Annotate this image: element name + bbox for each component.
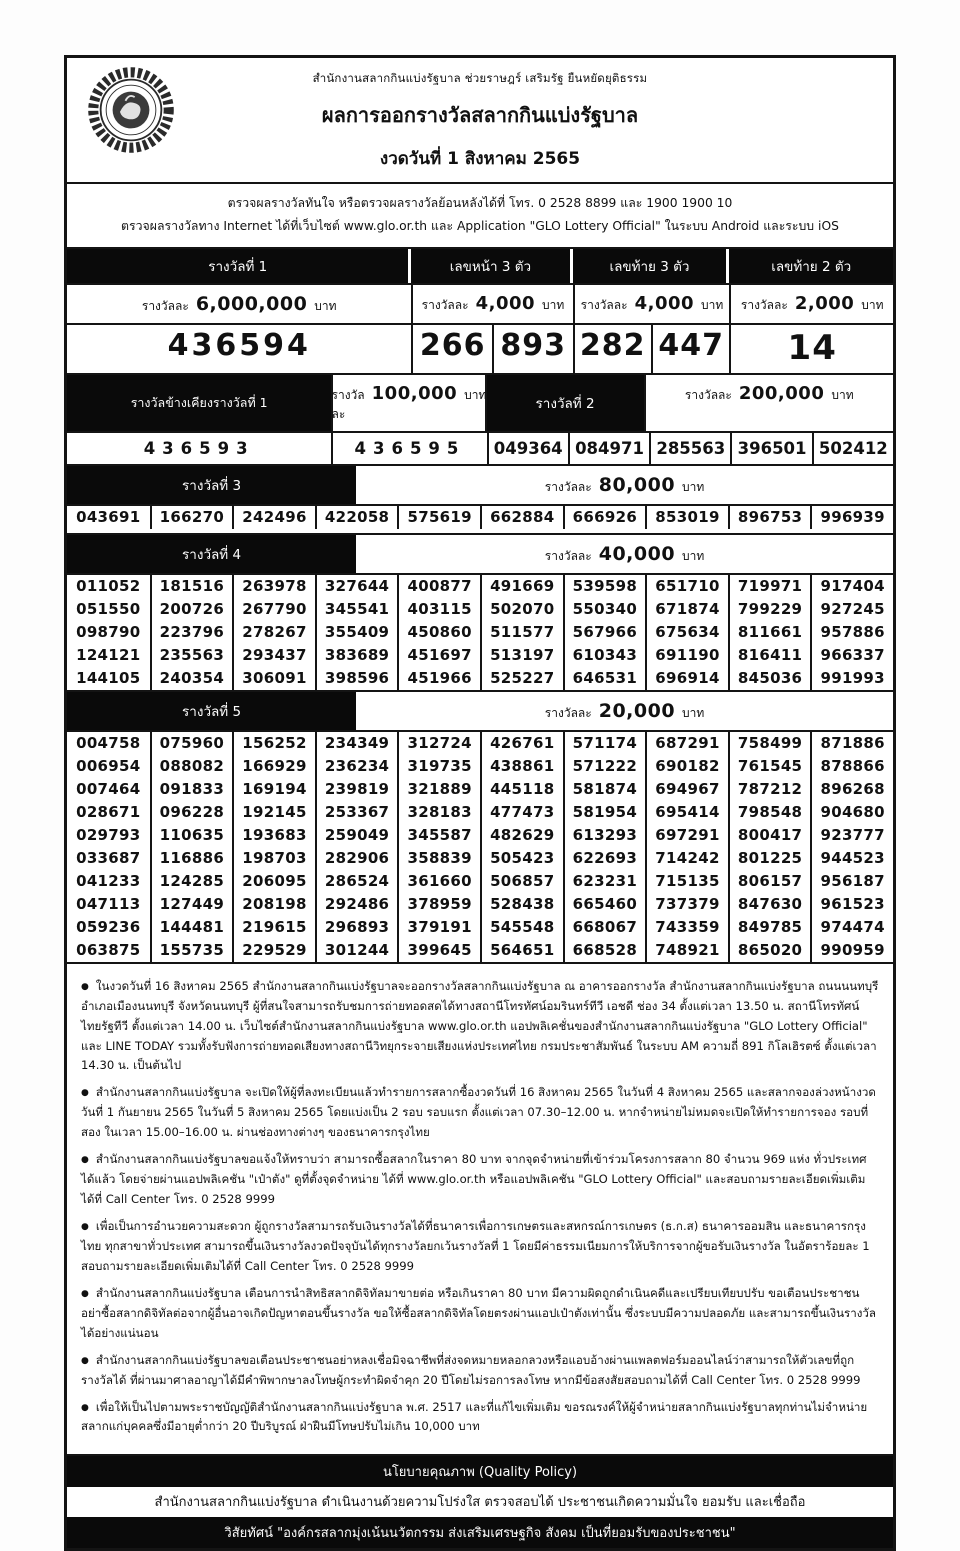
prize5-number: 695414: [645, 801, 728, 824]
front3-number: 893: [492, 325, 573, 373]
prize5-number: 319735: [397, 755, 480, 778]
prize4-number: 400877: [397, 575, 480, 598]
amount-unit: บาท: [682, 705, 705, 720]
check-internet-line: ตรวจผลรางวัลทาง Internet ได้ที่เว็บไซต์ www.glo.or.th และ Application "GLO Lottery Official" ในระบบ Android และระบบ iOS: [121, 219, 839, 234]
prize3-number: 666926: [563, 506, 646, 529]
amount-unit: บาท: [314, 298, 337, 313]
prize5-number: 156252: [232, 732, 315, 755]
prize5-number: 286524: [315, 870, 398, 893]
prize5-number: 737379: [645, 893, 728, 916]
prize5-number: 282906: [315, 847, 398, 870]
prize5-number: 063875: [76, 940, 141, 959]
amount-value: 200,000: [738, 382, 825, 404]
prize5-number: 758499: [728, 732, 811, 755]
prize5-number: 445118: [480, 778, 563, 801]
vision-bar: วิสัยทัศน์ "องค์กรสลากมุ่งเน้นนวัตกรรม ส่งเสริมเศรษฐกิจ สังคม เป็นที่ยอมรับของประชาชน": [67, 1517, 893, 1548]
prize4-number: 181516: [150, 575, 233, 598]
prize5-number: 849785: [728, 916, 811, 939]
prize3-numbers-grid: [67, 504, 893, 533]
prize5-number: 613293: [563, 824, 646, 847]
note-item: ● สำนักงานสลากกินแบ่งรัฐบาลขอเตือนประชาชนอย่าหลงเชื่อมิจฉาชีพที่ส่งจดหมายหลอกลวงหรือแอบอ้างผ่านแพลตฟอร์มออนไลน์ว่าสามารถให้ตัวเลขที่ถูกรางวัลได้ ที่ผ่านมาศาลอาญาได้มีคำพิพากษาลงโทษผู้กระทำผิดจำคุก 20 ปีโดยไม่รอการลงโทษ หากมีข้อสงสัยสอบถามได้ที่ Call Center โทร. 0 2528 9999: [81, 1351, 879, 1391]
prize4-number: 450860: [397, 621, 480, 644]
last2-label: เลขท้าย 2 ตัว: [729, 249, 893, 283]
prize5-number: 361660: [397, 870, 480, 893]
amount-value: 2,000: [794, 292, 855, 314]
prize4-number: 646531: [563, 667, 646, 690]
amount-prefix: รางวัลละ: [580, 297, 628, 312]
prize3-number: 662884: [480, 506, 563, 529]
prize4-number: 651710: [645, 575, 728, 598]
prize5-number: 007464: [76, 779, 141, 798]
prize4-number: 966337: [810, 644, 893, 667]
prize3-label: รางวัลที่ 3: [67, 466, 356, 504]
amount-prefix: รางวัลละ: [544, 548, 592, 563]
prize4-number: 345541: [315, 598, 398, 621]
front3-label: เลขหน้า 3 ตัว: [411, 249, 572, 283]
prize4-number: 124121: [76, 645, 141, 664]
prize5-number: 571222: [563, 755, 646, 778]
prize4-number: 691190: [645, 644, 728, 667]
prize4-number: 011052: [76, 576, 141, 595]
prize5-number: 253367: [315, 801, 398, 824]
prize5-number: 004758: [76, 733, 141, 752]
amount-unit: บาท: [682, 548, 705, 563]
prize5-number: 668067: [563, 916, 646, 939]
prize4-number: 223796: [150, 621, 233, 644]
amount-unit: บาท: [701, 297, 724, 312]
prize4-number: 991993: [810, 667, 893, 690]
prize5-number: 166929: [232, 755, 315, 778]
prize5-number: 169194: [232, 778, 315, 801]
prize4-number: 278267: [232, 621, 315, 644]
prize2-number: 285563: [649, 433, 730, 464]
amount-value: 6,000,000: [195, 292, 308, 315]
prize5-number: 116886: [150, 847, 233, 870]
prize5-number: 091833: [150, 778, 233, 801]
amount-prefix: รางวัลละ: [141, 298, 189, 313]
prize3-number: 242496: [232, 506, 315, 529]
prize5-numbers-grid: [67, 730, 893, 962]
prize5-number: 564651: [480, 939, 563, 962]
prize5-number: 787212: [728, 778, 811, 801]
prize3-number: 166270: [150, 506, 233, 529]
amount-value: 20,000: [598, 699, 676, 722]
last2-number: 14: [729, 325, 893, 373]
draw-date: งวดวันที่ 1 สิงหาคม 2565: [379, 149, 581, 169]
notes-section: [67, 962, 893, 1455]
prize1-amount-row: [67, 283, 893, 323]
prize5-number: 296893: [315, 916, 398, 939]
amount-value: 4,000: [634, 292, 695, 314]
prize5-number: 896268: [810, 778, 893, 801]
amount-prefix: รางวัลละ: [331, 387, 365, 421]
last3-number: 447: [651, 325, 729, 373]
prize4-number: 267790: [232, 598, 315, 621]
prize4-number: 293437: [232, 644, 315, 667]
last3-amount: [573, 285, 730, 323]
prize5-number: 321889: [397, 778, 480, 801]
prize5-number: 378959: [397, 893, 480, 916]
check-phone-line: ตรวจผลรางวัลทันใจ หรือตรวจผลรางวัลย้อนหลังได้ที่ โทร. 0 2528 8899 และ 1900 1900 10: [227, 196, 733, 210]
prize5-number: 110635: [150, 824, 233, 847]
prize4-number: 550340: [563, 598, 646, 621]
prize5-number: 438861: [480, 755, 563, 778]
prize5-number: 715135: [645, 870, 728, 893]
prize5-number: 622693: [563, 847, 646, 870]
prize5-number: 961523: [810, 893, 893, 916]
prize5-number: 219615: [232, 916, 315, 939]
front3-number: 266: [411, 325, 492, 373]
prize5-number: 206095: [232, 870, 315, 893]
prize3-number: 896753: [728, 506, 811, 529]
prize4-numbers-grid: [67, 573, 893, 690]
prize5-header-row: [67, 690, 893, 730]
prize5-number: 236234: [315, 755, 398, 778]
note-item: ● ในงวดวันที่ 16 สิงหาคม 2565 สำนักงานสลากกินแบ่งรัฐบาลจะออกรางวัลสลากกินแบ่งรัฐบาล ณ อาคารออกรางวัล สำนักงานสลากกินแบ่งรัฐบาล ถนนนนทบุรี อำเภอเมืองนนทบุรี จังหวัดนนทบุรี ผู้ที่สนใจสามารถรับชมการถ่ายทอดสดได้ทางสถานีโทรทัศน์อมรินทร์ทีวี เอชดี ช่อง 34 ตั้งแต่เวลา 13.50 น. สถานีโทรทัศน์ไทยรัฐทีวี ตั้งแต่เวลา 14.00 น. เว็บไซต์สำนักงานสลากกินแบ่งรัฐบาล www.glo.or.th แอปพลิเคชั่นของสำนักงานสลากกินแบ่งรัฐบาล "GLO Lottery Official" และ LINE TODAY รวมทั้งรับฟังการถ่ายทอดเสียงทางสถานีวิทยุกระจายเสียงแห่งประเทศไทย กรมประชาสัมพันธ์ ในระบบ AM ความถี่ 891 กิโลเฮิรตซ์ ตั้งแต่เวลา 14.30 น. เป็นต้นไป: [81, 977, 879, 1077]
amount-value: 80,000: [598, 473, 676, 496]
prize5-number: 047113: [76, 894, 141, 913]
prize1-amount: [67, 285, 411, 323]
prize5-number: 292486: [315, 893, 398, 916]
adjacent-prize2-header-row: [67, 373, 893, 431]
prize1-label: รางวัลที่ 1: [67, 249, 411, 283]
prize5-number: 798548: [728, 801, 811, 824]
adjacent-prize-amount: [331, 375, 486, 431]
org-motto: สำนักงานสลากกินแบ่งรัฐบาล ช่วยราษฎร์ เสริมรัฐ ยืนหยัดยุติธรรม: [312, 71, 648, 85]
prize2-number: 049364: [487, 433, 568, 464]
prize2-number: 502412: [812, 433, 893, 464]
quality-policy-body: สำนักงานสลากกินแบ่งรัฐบาล ดำเนินงานด้วยความโปร่งใส ตรวจสอบได้ ประชาชนเกิดความมั่นใจ ยอมรับ และเชื่อถือ: [154, 1495, 806, 1511]
prize5-number: 033687: [76, 848, 141, 867]
prize5-number: 571174: [563, 732, 646, 755]
prize5-number: 358839: [397, 847, 480, 870]
prize4-number: 098790: [76, 622, 141, 641]
last3-label: เลขท้าย 3 ตัว: [573, 249, 730, 283]
prize5-number: 714242: [645, 847, 728, 870]
prize4-number: 403115: [397, 598, 480, 621]
check-info: [67, 182, 893, 247]
prize4-number: 811661: [728, 621, 811, 644]
prize1-winning-number: 436594: [167, 327, 311, 363]
prize4-number: 671874: [645, 598, 728, 621]
prize5-number: 581954: [563, 801, 646, 824]
prize5-label: รางวัลที่ 5: [67, 692, 356, 730]
prize5-number: 477473: [480, 801, 563, 824]
prize2-label: รางวัลที่ 2: [487, 375, 644, 431]
prize5-number: 155735: [150, 939, 233, 962]
prize5-number: 259049: [315, 824, 398, 847]
prize5-number: 505423: [480, 847, 563, 870]
amount-value: 100,000: [371, 382, 458, 404]
amount-prefix: รางวัลละ: [544, 705, 592, 720]
prize4-number: 451966: [397, 667, 480, 690]
prize4-number: 719971: [728, 575, 811, 598]
amount-prefix: รางวัลละ: [740, 297, 788, 312]
prize5-number: 192145: [232, 801, 315, 824]
prize5-number: 345587: [397, 824, 480, 847]
prize5-number: 974474: [810, 916, 893, 939]
prize4-number: 917404: [810, 575, 893, 598]
prize5-number: 690182: [645, 755, 728, 778]
prize5-number: 088082: [150, 755, 233, 778]
adjacent-prize-label: รางวัลข้างเคียงรางวัลที่ 1: [67, 375, 331, 431]
prize5-number: 124285: [150, 870, 233, 893]
prize5-number: 482629: [480, 824, 563, 847]
prize4-number: 816411: [728, 644, 811, 667]
prize4-number: 567966: [563, 621, 646, 644]
prize5-number: 923777: [810, 824, 893, 847]
prize4-number: 675634: [645, 621, 728, 644]
prize3-number: 043691: [76, 507, 141, 526]
prize5-number: 506857: [480, 870, 563, 893]
adjacent-prize2-numbers-row: [67, 431, 893, 464]
prize4-amount: [356, 535, 893, 573]
prize5-number: 006954: [76, 756, 141, 775]
quality-policy-bar: นโยบายคุณภาพ (Quality Policy): [67, 1454, 893, 1487]
prize5-number: 904680: [810, 801, 893, 824]
prize3-number: 575619: [397, 506, 480, 529]
last2-amount: [729, 285, 893, 323]
prize3-header-row: [67, 464, 893, 504]
prize5-number: 623231: [563, 870, 646, 893]
prize5-number: 028671: [76, 802, 141, 821]
prize4-number: 263978: [232, 575, 315, 598]
prize5-number: 743359: [645, 916, 728, 939]
prize4-number: 491669: [480, 575, 563, 598]
prize5-number: 234349: [315, 732, 398, 755]
prize1-numbers-row: [67, 323, 893, 373]
prize5-number: 127449: [150, 893, 233, 916]
prize5-number: 545548: [480, 916, 563, 939]
prize5-number: 144481: [150, 916, 233, 939]
amount-prefix: รางวัลละ: [421, 297, 469, 312]
header: [67, 58, 893, 182]
prize4-number: 610343: [563, 644, 646, 667]
prize5-number: 379191: [397, 916, 480, 939]
prize5-number: 800417: [728, 824, 811, 847]
prize5-number: 041233: [76, 871, 141, 890]
prize2-number: 396501: [730, 433, 811, 464]
prize5-number: 399645: [397, 939, 480, 962]
prize5-number: 761545: [728, 755, 811, 778]
prize4-number: 383689: [315, 644, 398, 667]
prize5-number: 990959: [810, 939, 893, 962]
adjacent-number: 436595: [331, 433, 486, 464]
note-item: ● สำนักงานสลากกินแบ่งรัฐบาล จะเปิดให้ผู้ที่ลงทะเบียนแล้วทำรายการสลากซื้องวดวันที่ 16 สิงหาคม 2565 ในวันที่ 4 สิงหาคม 2565 และสลากจองล่วงหน้างวดวันที่ 1 กันยายน 2565 ในวันที่ 5 สิงหาคม 2565 โดยแบ่งเป็น 2 รอบ รอบแรก ตั้งแต่เวลา 07.30–12.00 น. หากจำหน่ายไม่หมดจะเปิดให้ทำรายการจอง รอบที่สอง ในเวลา 15.00–16.00 น. ผ่านช่องทางต่างๆ ของธนาคารกรุงไทย: [81, 1083, 879, 1143]
amount-unit: บาท: [542, 297, 565, 312]
prize5-number: 059236: [76, 917, 141, 936]
prize5-number: 075960: [150, 732, 233, 755]
lottery-results-sheet: [64, 55, 896, 1551]
note-item: ● เพื่อให้เป็นไปตามพระราชบัญญัติสำนักงานสลากกินแบ่งรัฐบาล พ.ศ. 2517 และที่แก้ไขเพิ่มเติม ขอรณรงค์ให้ผู้จำหน่ายสลากกินแบ่งรัฐบาลทุกท่านไม่จำหน่ายสลากแก่บุคคลซึ่งมีอายุต่ำกว่า 20 ปีบริบูรณ์ ฝ่าฝืนมีโทษปรับไม่เกิน 10,000 บาท: [81, 1398, 879, 1438]
glo-seal-logo: [85, 64, 177, 156]
prize4-number: 306091: [232, 667, 315, 690]
prize5-number: 581874: [563, 778, 646, 801]
prize5-number: 956187: [810, 870, 893, 893]
prize3-number: 996939: [810, 506, 893, 529]
prize5-number: 801225: [728, 847, 811, 870]
prize4-number: 240354: [150, 667, 233, 690]
prize1-header-row: [67, 247, 893, 283]
prize4-number: 799229: [728, 598, 811, 621]
prize5-number: 694967: [645, 778, 728, 801]
prize5-number: 096228: [150, 801, 233, 824]
prize5-number: 229529: [232, 939, 315, 962]
prize5-number: 944523: [810, 847, 893, 870]
prize5-number: 668528: [563, 939, 646, 962]
prize5-number: 029793: [76, 825, 141, 844]
amount-unit: บาท: [682, 479, 705, 494]
prize5-number: 847630: [728, 893, 811, 916]
prize4-number: 144105: [76, 668, 141, 687]
prize4-number: 525227: [480, 667, 563, 690]
prize5-number: 426761: [480, 732, 563, 755]
prize5-number: 697291: [645, 824, 728, 847]
amount-unit: บาท: [464, 387, 487, 402]
prize4-label: รางวัลที่ 4: [67, 535, 356, 573]
prize4-number: 957886: [810, 621, 893, 644]
amount-prefix: รางวัลละ: [684, 387, 732, 402]
last3-number: 282: [573, 325, 651, 373]
prize4-header-row: [67, 533, 893, 573]
prize5-number: 312724: [397, 732, 480, 755]
prize4-number: 200726: [150, 598, 233, 621]
prize4-number: 235563: [150, 644, 233, 667]
prize4-number: 513197: [480, 644, 563, 667]
prize5-number: 748921: [645, 939, 728, 962]
prize5-number: 806157: [728, 870, 811, 893]
prize2-amount: [644, 375, 893, 431]
prize4-number: 327644: [315, 575, 398, 598]
prize5-number: 193683: [232, 824, 315, 847]
prize4-number: 051550: [76, 599, 141, 618]
prize5-number: 239819: [315, 778, 398, 801]
prize5-number: 328183: [397, 801, 480, 824]
amount-value: 40,000: [598, 542, 676, 565]
amount-unit: บาท: [861, 297, 884, 312]
page-title: ผลการออกรางวัลสลากกินแบ่งรัฐบาล: [321, 103, 639, 127]
prize4-number: 696914: [645, 667, 728, 690]
prize5-number: 198703: [232, 847, 315, 870]
note-item: ● สำนักงานสลากกินแบ่งรัฐบาล เตือนการนำสิทธิสลากดิจิทัลมาขายต่อ หรือเกินราคา 80 บาท มีความผิดถูกดำเนินคดีและเปรียบเทียบปรับ ขอเตือนประชาชนอย่าซื้อสลากดิจิทัลต่อจากผู้อื่นอาจเกิดปัญหาตอนขึ้นรางวัล ขอให้ซื้อสลากดิจิทัลโดยตรงผ่านแอปเป๋าตังเท่านั้น ซึ่งระบบมีความปลอดภัย และสามารถขึ้นเงินรางวัลได้อย่างแน่นอน: [81, 1284, 879, 1344]
prize5-number: 665460: [563, 893, 646, 916]
prize4-number: 539598: [563, 575, 646, 598]
prize2-number: 084971: [568, 433, 649, 464]
prize5-number: 687291: [645, 732, 728, 755]
amount-value: 4,000: [475, 292, 536, 314]
prize5-number: 865020: [728, 939, 811, 962]
prize5-number: 208198: [232, 893, 315, 916]
adjacent-number: 436593: [143, 438, 255, 458]
prize5-number: 878866: [810, 755, 893, 778]
note-item: ● สำนักงานสลากกินแบ่งรัฐบาลขอแจ้งให้ทราบว่า สามารถซื้อสลากในราคา 80 บาท จากจุดจำหน่ายที่เข้าร่วมโครงการสลาก 80 จำนวน 969 แห่ง ทั่วประเทศได้แล้ว โดยจ่ายผ่านแอปพลิเคชัน "เป๋าตัง" ดูที่ตั้งจุดจำหน่าย ได้ที่ www.glo.or.th หรือแอปพลิเคชัน "GLO Lottery Official" และสอบถามรายละเอียดเพิ่มเติมได้ที่ Call Center โทร. 0 2528 9999: [81, 1150, 879, 1210]
prize4-number: 511577: [480, 621, 563, 644]
prize3-number: 422058: [315, 506, 398, 529]
prize3-number: 853019: [645, 506, 728, 529]
prize4-number: 845036: [728, 667, 811, 690]
front3-amount: [411, 285, 572, 323]
prize4-number: 355409: [315, 621, 398, 644]
note-item: ● เพื่อเป็นการอำนวยความสะดวก ผู้ถูกรางวัลสามารถรับเงินรางวัลได้ที่ธนาคารเพื่อการเกษตรและสหกรณ์การเกษตร (ธ.ก.ส) ธนาคารออมสิน และธนาคารกรุงไทย ทุกสาขาทั่วประเทศ สามารถขึ้นเงินรางวัลงวดปัจจุบันได้ทุกรางวัลยกเว้นรางวัลที่ 1 โดยมีค่าธรรมเนียมการให้บริการจากผู้ขอรับเงินรางวัล ในอัตราร้อยละ 1 สอบถามรายละเอียดเพิ่มเติมได้ที่ Call Center โทร. 0 2528 9999: [81, 1217, 879, 1277]
prize4-number: 927245: [810, 598, 893, 621]
prize3-amount: [356, 466, 893, 504]
prize5-amount: [356, 692, 893, 730]
prize4-number: 451697: [397, 644, 480, 667]
amount-prefix: รางวัลละ: [544, 479, 592, 494]
amount-unit: บาท: [831, 387, 854, 402]
prize5-number: 528438: [480, 893, 563, 916]
prize4-number: 502070: [480, 598, 563, 621]
prize4-number: 398596: [315, 667, 398, 690]
prize5-number: 301244: [315, 939, 398, 962]
prize5-number: 871886: [810, 732, 893, 755]
